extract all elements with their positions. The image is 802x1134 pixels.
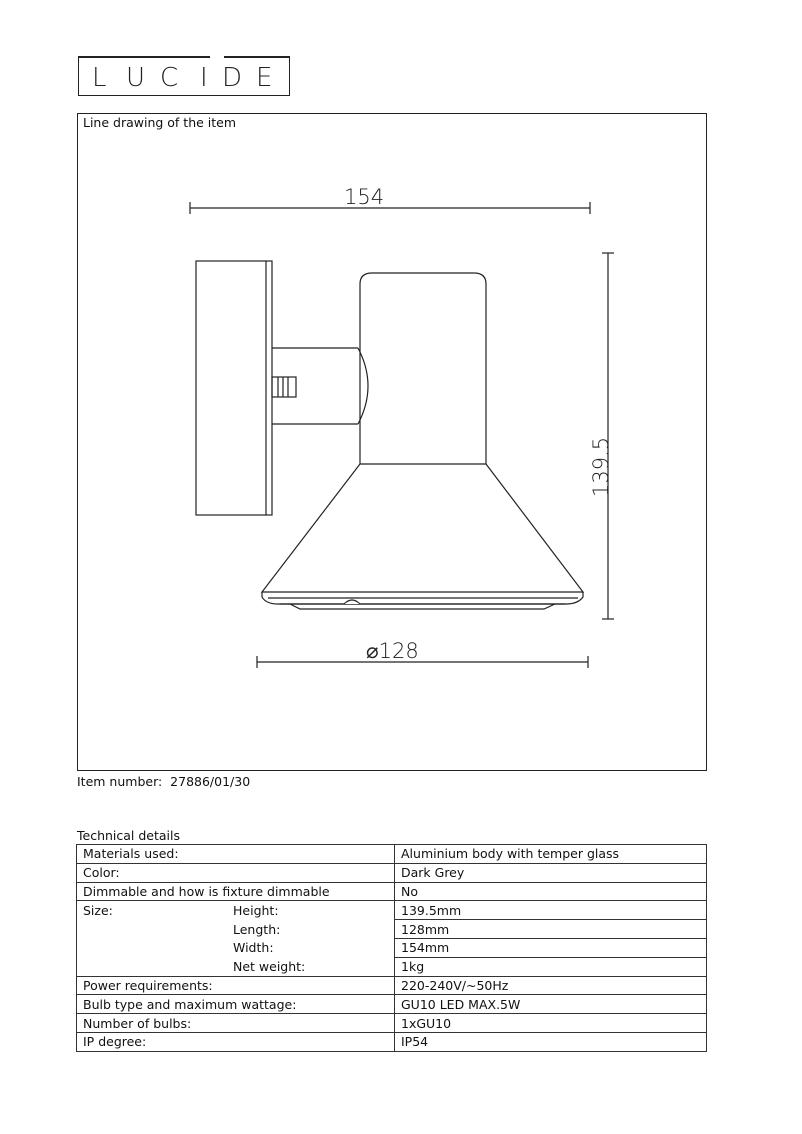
spec-key: Size: — [83, 903, 113, 919]
table-row — [77, 901, 707, 920]
spec-key-cell — [77, 938, 395, 957]
diameter-dimension-label: ⌀128 — [366, 639, 419, 663]
spec-key: IP degree: — [77, 1032, 395, 1051]
table-row — [77, 1014, 707, 1033]
logo-letter: E — [256, 63, 273, 93]
table-row — [77, 845, 707, 864]
item-number — [77, 774, 250, 789]
spec-value: 220-240V/~50Hz — [395, 976, 707, 995]
table-row — [77, 1032, 707, 1051]
spec-subkey: Width: — [233, 940, 274, 956]
spec-subkey: Net weight: — [233, 958, 306, 974]
spec-value: GU10 LED MAX.5W — [395, 995, 707, 1014]
spec-value: IP54 — [395, 1032, 707, 1051]
spec-subkey: Length: — [233, 921, 281, 937]
spec-value: 139.5mm — [395, 901, 707, 920]
spec-key: Dimmable and how is fixture dimmable — [77, 882, 395, 901]
spec-value: No — [395, 882, 707, 901]
spec-subkey: Height: — [233, 903, 279, 919]
spec-value: 154mm — [395, 938, 707, 957]
logo-letter: U — [126, 63, 146, 93]
spec-key: Power requirements: — [77, 976, 395, 995]
spec-value: 1xGU10 — [395, 1014, 707, 1033]
logo-letter: D — [222, 63, 243, 93]
spec-key: Materials used: — [77, 845, 395, 864]
spec-value: Aluminium body with temper glass — [395, 845, 707, 864]
table-row — [77, 957, 707, 976]
spec-value: Dark Grey — [395, 863, 707, 882]
cylinder-body — [360, 273, 486, 464]
logo-letter: I — [200, 63, 208, 93]
table-row — [77, 995, 707, 1014]
technical-details-table — [76, 844, 707, 1052]
table-row — [77, 882, 707, 901]
table-row — [77, 976, 707, 995]
cone-shade — [262, 464, 583, 592]
logo-letter: C — [160, 63, 179, 93]
spec-key: Bulb type and maximum wattage: — [77, 995, 395, 1014]
table-row — [77, 938, 707, 957]
spec-key: Number of bulbs: — [77, 1014, 395, 1033]
item-number-label: Item number: — [77, 774, 163, 789]
spec-key-cell — [77, 920, 395, 939]
table-row — [77, 863, 707, 882]
wall-plate — [196, 261, 272, 515]
logo-letter: L — [92, 63, 107, 93]
item-number-value: 27886/01/30 — [170, 774, 251, 789]
spec-key-cell — [77, 957, 395, 976]
spec-value: 128mm — [395, 920, 707, 939]
height-dimension-label: 139.5 — [589, 436, 613, 497]
spec-value: 1kg — [395, 957, 707, 976]
drawing-label: Line drawing of the item — [83, 115, 237, 130]
spec-key: Color: — [77, 863, 395, 882]
width-dimension-label: 154 — [344, 185, 385, 209]
technical-details-title: Technical details — [77, 828, 181, 843]
table-row — [77, 920, 707, 939]
spec-key-cell — [77, 901, 395, 920]
adjust-knob — [272, 377, 296, 397]
